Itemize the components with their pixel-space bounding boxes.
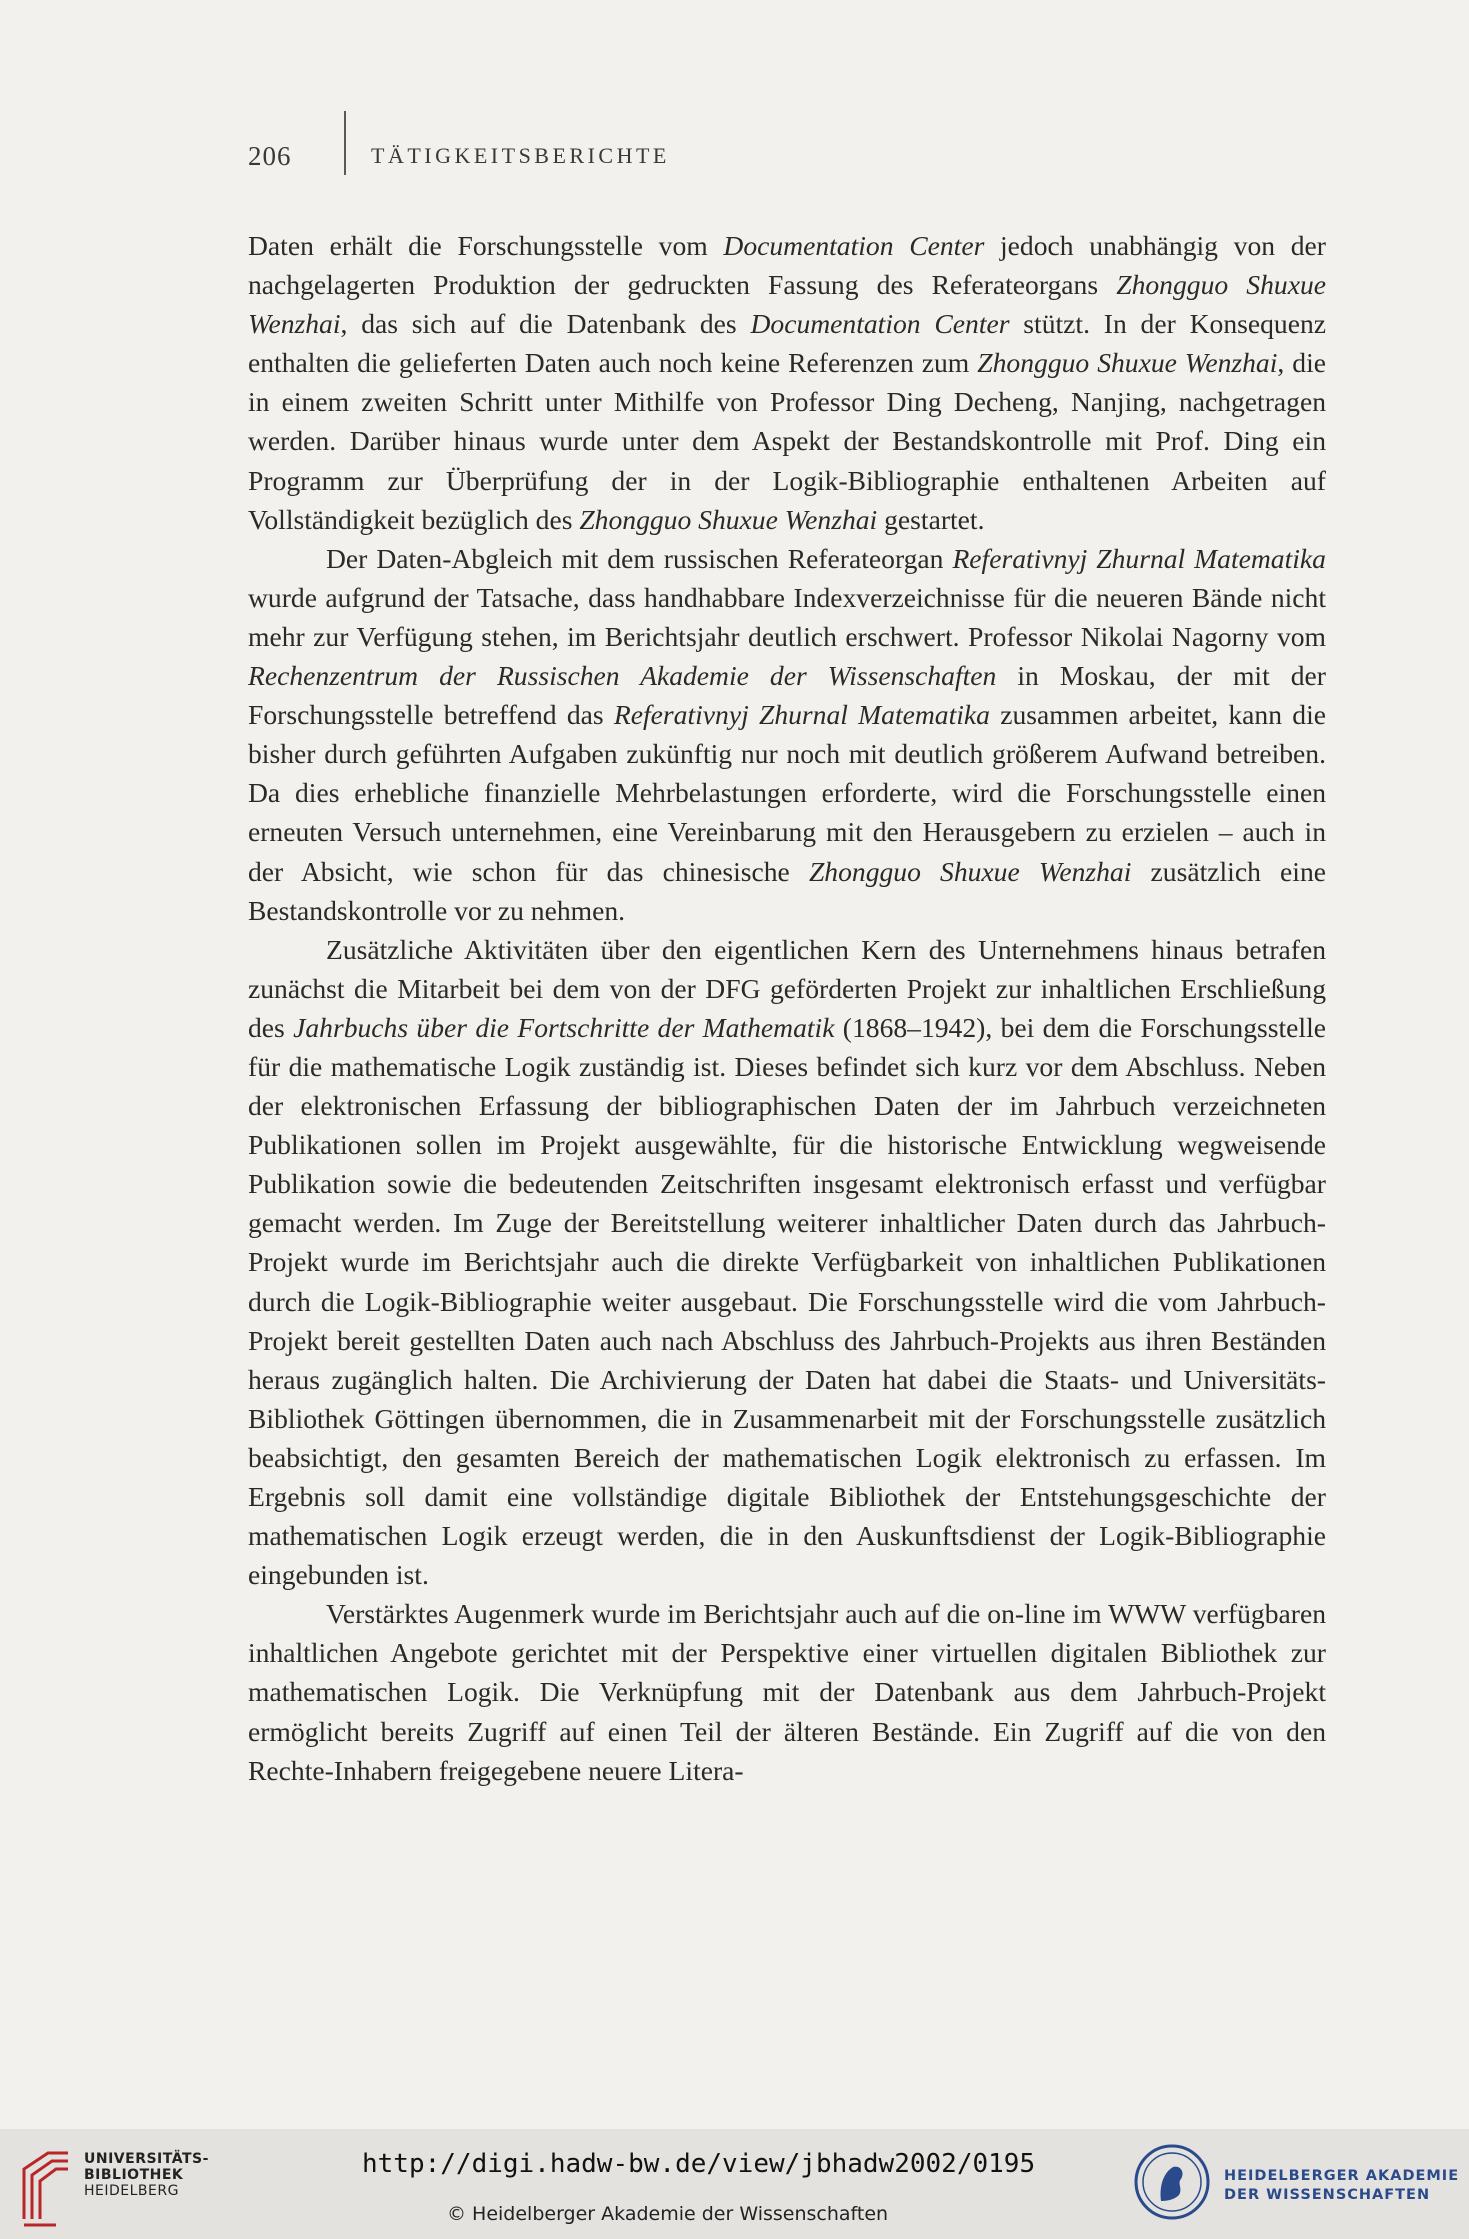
library-name	[84, 2151, 209, 2199]
text-run: gestartet.	[877, 503, 985, 535]
text-run: zusätzlich eine Bestandskontrolle vor zu nehmen.	[248, 855, 1326, 926]
italic-title: Jahrbuchs über die Fortschritte der Mathematik	[293, 1011, 835, 1043]
university-library-logo-icon	[18, 2149, 74, 2229]
text-run: Daten erhält die Forschungsstelle vom	[248, 230, 724, 261]
paragraph-2	[248, 539, 1326, 930]
academy-name-line: HEIDELBERGER AKADEMIE	[1224, 2168, 1460, 2184]
permalink-url[interactable]: http://digi.hadw-bw.de/view/jbhadw2002/0195	[362, 2149, 1036, 2179]
text-run: Verstärktes Augenmerk wurde im Berichtsjahr auch auf die on-line im WWW verfügbaren inhaltlichen Angebote gerichtet mit der Perspektive einer virtuellen digitalen Bibliothek zur mathematischen Logik. Die Verknüpfung mit der Datenbank aus dem Jahrbuch-Projekt ermöglicht bereits Zugriff auf einen Teil der älteren Bestände. Ein Zugriff auf die von den Rechte-Inhabern freigegebene neuere Litera-	[248, 1598, 1326, 1786]
text-run: (1868–1942), bei dem die Forschungsstelle für die mathematische Logik zuständig ist. Dieses befindet sich kurz vor dem Abschluss. Neben der elektronischen Erfassung der bibliographischen Daten der im Jahrbuch verzeichneten Publikationen sollen im Projekt ausgewählte, für die historische Entwicklung wegweisende Publikation sowie die bedeutenden Zeitschriften insgesamt elektronisch erfasst und verfügbar gemacht werden. Im Zuge der Bereitstellung weiterer inhaltlicher Daten durch das Jahrbuch-Projekt wurde im Berichtsjahr auch die direkte Verfügbarkeit von inhaltlichen Publikationen durch die Logik-Bibliographie weiter ausgebaut. Die Forschungsstelle wird die vom Jahrbuch-Projekt bereit gestellten Daten auch nach Abschluss des Jahrbuch-Projekts aus ihren Beständen heraus zugänglich halten. Die Archivierung der Daten hat dabei die Staats- und Universitäts-Bibliothek Göttingen übernommen, die in Zusammenarbeit mit der Forschungsstelle zusätzlich beabsichtigt, den gesamten Bereich der mathematischen Logik elektronisch zu erfassen. Im Ergebnis soll damit eine vollständige digitale Bibliothek der Entstehungsgeschichte der mathematischen Logik erzeugt werden, die in den Auskunftsdienst der Logik-Bibliographie eingebunden ist.	[248, 1011, 1326, 1591]
italic-title: Zhongguo Shuxue Wenzhai	[579, 503, 878, 535]
italic-title: Zhongguo Shuxue Wenzhai	[808, 855, 1132, 887]
library-name-line: UNIVERSITÄTS-	[84, 2151, 209, 2167]
italic-title: Documentation Center	[750, 308, 1010, 340]
italic-title: Zhongguo Shuxue Wenzhai	[248, 269, 1326, 340]
text-run: Zusätzliche Aktivitäten über den eigentlichen Kern des Unternehmens hinaus betrafen zunächst die Mitarbeit bei dem von der DFG geförderten Projekt zur inhaltlichen Erschließung des	[248, 933, 1326, 1043]
text-run: Der Daten-Abgleich mit dem russischen Referateorgan	[326, 542, 953, 574]
text-run: wurde aufgrund der Tatsache, dass handhabbare Indexverzeichnisse für die neueren Bände nicht mehr zur Verfügung stehen, im Berichtsjahr deutlich erschwert. Professor Nikolai Nagorny vom	[248, 581, 1326, 652]
italic-title: Documentation Center	[723, 230, 985, 261]
paragraph-1	[248, 226, 1326, 539]
text-run: stützt. In der Konsequenz enthalten die gelieferten Daten auch noch keine Referenzen zum	[248, 308, 1326, 379]
paragraph-3	[248, 930, 1326, 1595]
digitization-footer	[0, 2129, 1469, 2239]
italic-title: Referativnyj Zhurnal Matematika	[952, 542, 1326, 574]
library-name-line: BIBLIOTHEK	[84, 2167, 184, 2183]
italic-title: Zhongguo Shuxue Wenzhai	[977, 347, 1278, 379]
section-title: TÄTIGKEITSBERICHTE	[371, 143, 670, 168]
text-run: zusammen arbeitet, kann die bisher durch geführten Aufgaben zukünftig nur noch mit deutlich größerem Aufwand betreiben. Da dies erhebliche finanzielle Mehrbelastungen erforderte, wird die Forschungsstelle einen erneuten Versuch unternehmen, eine Vereinbarung mit den Herausgebern zu erzielen – auch in der Absicht, wie schon für das chinesische	[248, 699, 1326, 887]
body-text	[248, 226, 1326, 1790]
text-run: in Moskau, der mit der Forschungsstelle betreffend das	[248, 660, 1326, 731]
italic-title: Rechenzentrum der Russischen Akademie der Wissenschaften	[248, 660, 997, 692]
academy-name-line: DER WISSENSCHAFTEN	[1224, 2187, 1431, 2203]
academy-name	[1224, 2167, 1459, 2205]
text-run: jedoch unabhängig von der nachgelagerten Produktion der gedruckten Fassung des Referateorgans	[248, 230, 1326, 301]
academy-seal-icon	[1133, 2143, 1211, 2221]
text-run: , das sich auf die Datenbank des	[340, 308, 751, 340]
library-name-line: HEIDELBERG	[84, 2183, 179, 2199]
text-run: , die in einem zweiten Schritt unter Mithilfe von Professor Ding Decheng, Nanjing, nachgetragen werden. Darüber hinaus wurde unter dem Aspekt der Bestandskontrolle mit Prof. Ding ein Programm zur Überprüfung der in der Logik-Bibliographie enthaltenen Arbeiten auf Vollständigkeit bezüglich des	[248, 347, 1326, 535]
copyright-notice: © Heidelberger Akademie der Wissenschaften	[447, 2203, 889, 2225]
header-divider	[344, 111, 346, 175]
paragraph-4	[248, 1594, 1326, 1789]
page-number: 206	[248, 141, 292, 171]
italic-title: Referativnyj Zhurnal Matematika	[613, 699, 990, 731]
